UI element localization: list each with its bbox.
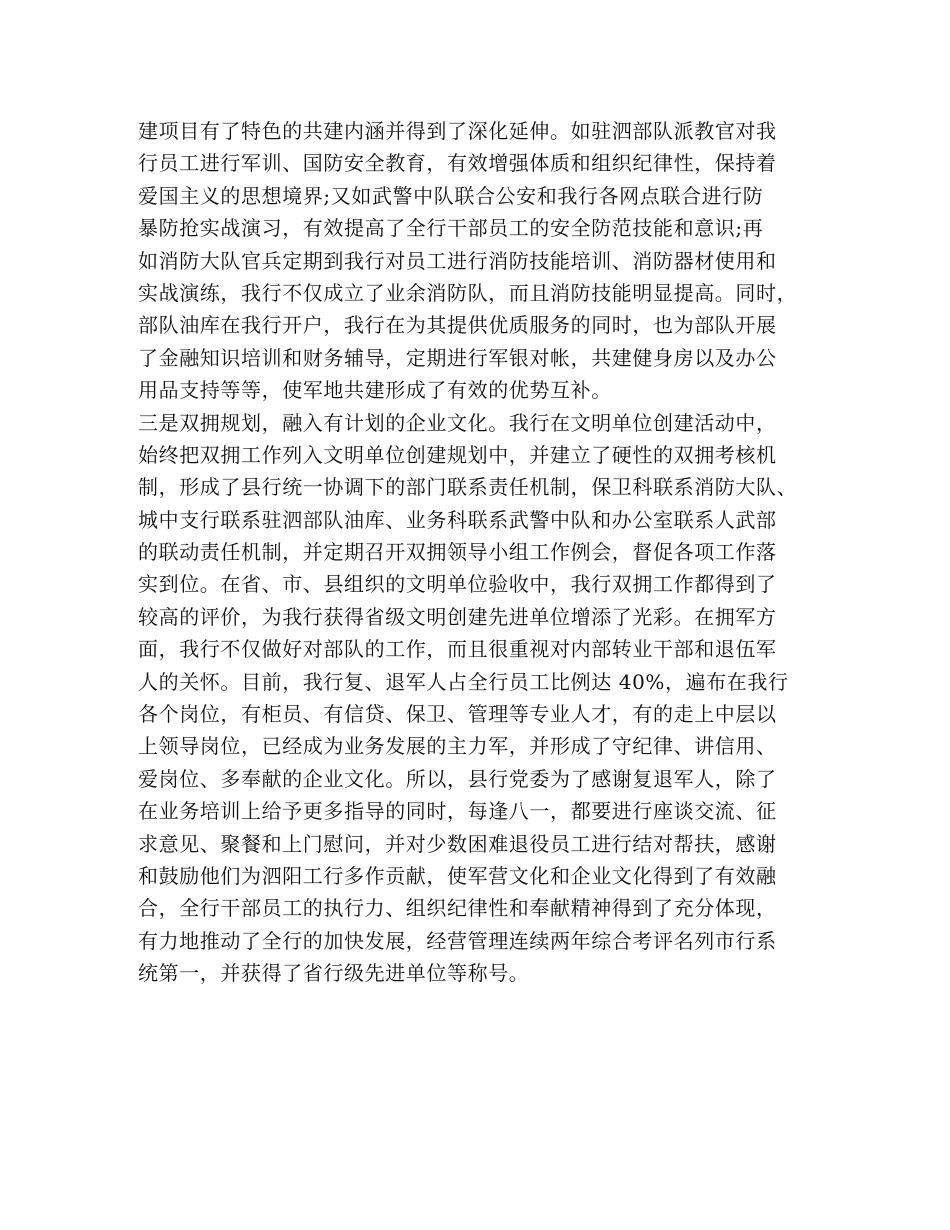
text-line: 的联动责任机制，并定期召开双拥领导小组工作例会，督促各项工作落 [138, 540, 777, 565]
text-line: 求意见、聚餐和上门慰问，并对少数困难退役员工进行结对帮扶，感谢 [138, 831, 777, 856]
text-line: 行员工进行军训、国防安全教育，有效增强体质和组织纪律性，保持着 [138, 151, 777, 176]
text-line: 实战演练，我行不仅成立了业余消防队，而且消防技能明显提高。同时， [138, 280, 798, 305]
text-line: 人的关怀。目前，我行复、退军人占全行员工比例达 40%，遍布在我行 [138, 669, 789, 694]
text-line: 始终把双拥工作列入文明单位创建规划中，并建立了硬性的双拥考核机 [138, 442, 777, 467]
text-line: 较高的评价，为我行获得省级文明创建先进单位增添了光彩。在拥军方 [138, 604, 777, 629]
text-line: 暴防抢实战演习，有效提高了全行干部员工的安全防范技能和意识;再 [138, 216, 764, 241]
text-line: 在业务培训上给予更多指导的同时，每逢八一，都要进行座谈交流、征 [138, 799, 777, 824]
text-line: 城中支行联系驻泗部队油库、业务科联系武警中队和办公室联系人武部 [138, 507, 777, 532]
text-line: 用品支持等等，使军地共建形成了有效的优势互补。 [138, 378, 612, 403]
text-line: 实到位。在省、市、县组织的文明单位验收中，我行双拥工作都得到了 [138, 572, 777, 597]
text-line: 了金融知识培训和财务辅导，定期进行军银对帐，共建健身房以及办公 [138, 345, 777, 370]
text-line: 有力地推动了全行的加快发展，经营管理连续两年综合考评名列市行系 [138, 928, 777, 953]
text-line: 建项目有了特色的共建内涵并得到了深化延伸。如驻泗部队派教官对我 [138, 119, 777, 143]
text-line: 上领导岗位，已经成为业务发展的主力军，并形成了守纪律、讲信用、 [138, 734, 777, 759]
text-line: 合，全行干部员工的执行力、组织纪律性和奉献精神得到了充分体现， [138, 896, 777, 921]
text-line: 部队油库在我行开户，我行在为其提供优质服务的同时，也为部队开展 [138, 313, 777, 338]
body-text [138, 115, 838, 990]
text-line: 面，我行不仅做好对部队的工作，而且很重视对内部转业干部和退伍军 [138, 637, 777, 662]
text-line: 爱岗位、多奉献的企业文化。所以，县行党委为了感谢复退军人，除了 [138, 766, 777, 791]
text-line: 如消防大队官兵定期到我行对员工进行消防技能培训、消防器材使用和 [138, 248, 777, 273]
text-line: 各个岗位，有柜员、有信贷、保卫、管理等专业人才，有的走上中层以 [138, 702, 777, 727]
text-line: 三是双拥规划，融入有计划的企业文化。我行在文明单位创建活动中， [138, 410, 777, 435]
text-line: 制，形成了县行统一协调下的部门联系责任机制，保卫科联系消防大队、 [138, 475, 798, 500]
text-line: 爱国主义的思想境界;又如武警中队联合公安和我行各网点联合进行防 [138, 183, 764, 208]
text-line: 和鼓励他们为泗阳工行多作贡献，使军营文化和企业文化得到了有效融 [138, 863, 777, 888]
text-line: 统第一，并获得了省行级先进单位等称号。 [138, 961, 530, 986]
